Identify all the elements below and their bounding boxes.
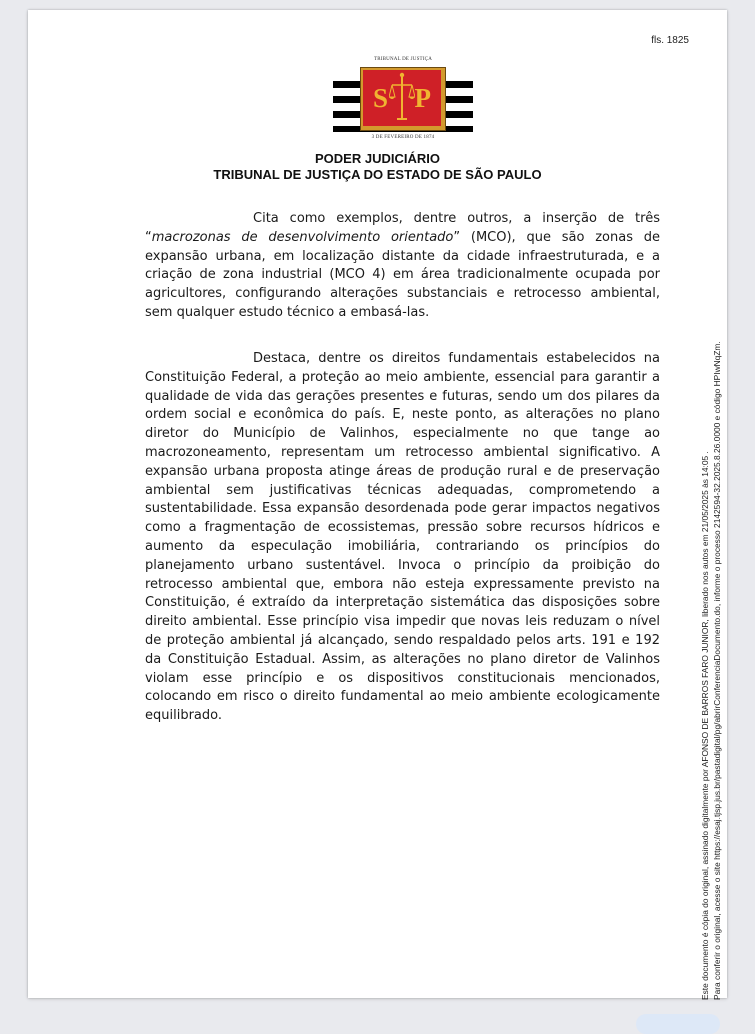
document-page bbox=[28, 10, 727, 998]
paragraph-2-text: Destaca, dentre os direitos fundamentais estabelecidos na Constituição Federal, a proteção ao meio ambiente, essencial para garantir a qualidade de vida das gerações presentes e futuras, sendo um dos pilares da ordem social e econômica do país. E, neste ponto, as alterações no plano diretor do Município de Valinhos, especialmente no que tange ao macrozoneamento, representam um retrocesso ambiental significativo. A expansão urbana proposta atinge áreas de produção rural e de preservação ambiental sem justificativas técnicas adequadas, comprometendo a sustentabilidade. Essa expansão desordenada pode gerar impactos negativos como a fragmentação de ecossistemas, pressão sobre recursos hídricos e aumento da especulação imobiliária, contrariando os princípios do planejamento urbano sustentável. Invoca o princípio da proibição do retrocesso ambiental que, embora não esteja expressamente previsto na Constituição, é extraído da interpretação sistemática das disposições sobre direito ambiental. Esse princípio visa impedir que novas leis reduzam o nível de proteção ambiental já alcançado, sendo respaldado pelos arts. 191 e 192 da Constituição Estadual. Assim, as alterações no plano diretor de Valinhos violam esse princípio e os dispositivos constitucionais mencionados, colocando em risco o direito fundamental ao meio ambiente ecologicamente equilibrado. bbox=[145, 351, 660, 724]
signature-note-line-1: Este documento é cópia do original, assinado digitalmente por AFONSO DE BARROS FARO JUNIOR, liberado nos autos em 21/05/2025 às 14:05 . bbox=[700, 451, 710, 1000]
shield-letter-s: S bbox=[373, 82, 389, 113]
paragraph-1-after: ” (MCO), que são zonas de expansão urbana, em localização distante da cidade infraestruturada, e a criação de zona industrial (MCO 4) em área tradicionalmente ocupada por agricultores, configurando alterações substanciais e retrocesso ambiental, sem qualquer estudo técnico a embasá-las. bbox=[145, 229, 661, 320]
paragraph-2 bbox=[145, 350, 660, 726]
emblem-bottom-text: 3 DE FEVEREIRO DE 1874 bbox=[371, 135, 435, 140]
paragraph-1-italic: macrozonas de desenvolvimento orientado bbox=[151, 229, 454, 245]
paragraph-1-before: Cita como exemplos, dentre outros, a inserção de três “ bbox=[145, 211, 660, 245]
floating-action-button[interactable] bbox=[636, 1014, 720, 1034]
digital-signature-note bbox=[694, 164, 728, 1000]
justice-scale-icon bbox=[389, 71, 415, 125]
header-line-2: TRIBUNAL DE JUSTIÇA DO ESTADO DE SÃO PAULO bbox=[213, 167, 542, 182]
tjsp-emblem bbox=[333, 57, 473, 145]
emblem-top-text: TRIBUNAL DE JUSTIÇA bbox=[373, 57, 433, 62]
header-line-1: PODER JUDICIÁRIO bbox=[315, 151, 440, 166]
page-number: fls. 1825 bbox=[651, 35, 689, 46]
paragraph-1 bbox=[145, 210, 660, 323]
shield-letter-p: P bbox=[414, 82, 431, 113]
signature-note-line-2: Para conferir o original, acesse o site https://esaj.tjsp.jus.br/pastadigital/pg/abrirConferenciaDocumento.do, informe o processo 2142594-32.2025.8.26.0000 e código HPIwNqZm. bbox=[712, 341, 722, 1000]
